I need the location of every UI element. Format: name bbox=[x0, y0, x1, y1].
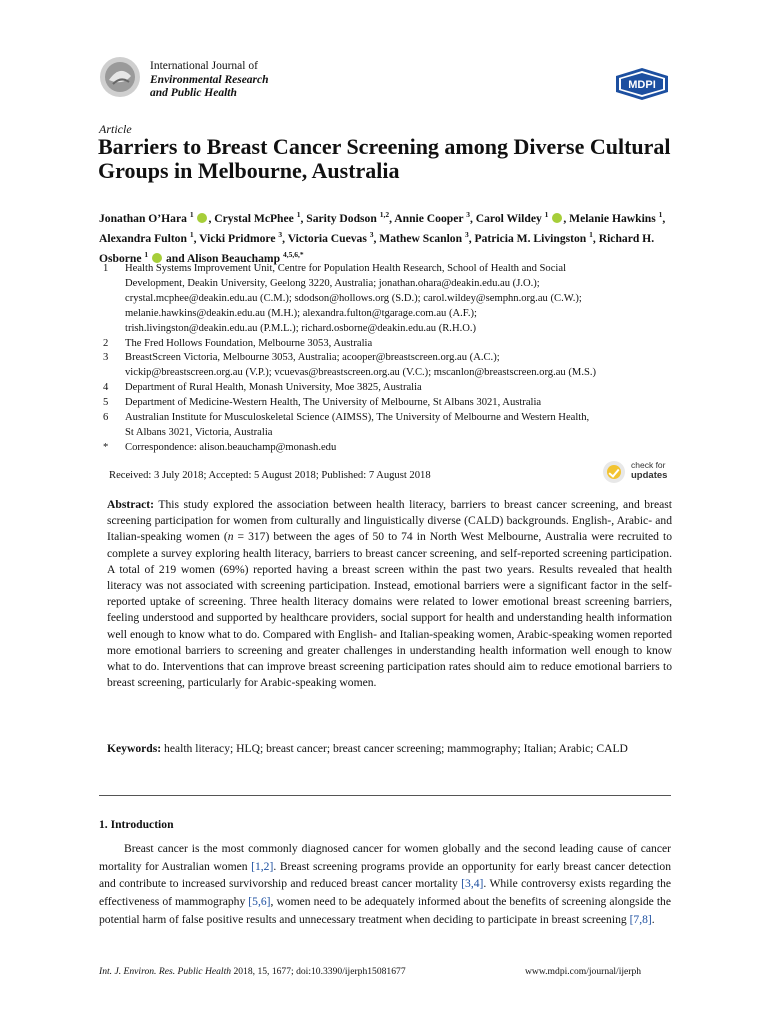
author-affiliation-sup: 3 bbox=[464, 229, 469, 239]
author-affiliation-sup: 3 bbox=[278, 229, 283, 239]
affiliation-line: Correspondence: alison.beauchamp@monash.edu bbox=[125, 441, 337, 453]
affiliation-number: * bbox=[103, 441, 109, 453]
author-separator: , bbox=[282, 231, 288, 245]
author-affiliation-sup: 1 bbox=[296, 210, 301, 219]
affiliation-text bbox=[125, 262, 679, 337]
affiliation-text bbox=[125, 337, 679, 352]
footer-citation bbox=[99, 966, 406, 977]
paper-title: Barriers to Breast Cancer Screening among Diverse Cultural Groups in Melbourne, Australia bbox=[98, 134, 671, 183]
affiliation-number: 1 bbox=[103, 263, 109, 274]
author-affiliation-sup: 1 bbox=[144, 249, 149, 259]
author-name: Melanie Hawkins bbox=[569, 211, 659, 225]
publication-dates: Received: 3 July 2018; Accepted: 5 August 2018; Published: 7 August 2018 bbox=[109, 470, 431, 481]
section-heading: 1. Introduction bbox=[99, 818, 174, 831]
author-name: Jonathan O’Hara bbox=[99, 211, 190, 225]
author-list bbox=[99, 207, 679, 267]
author-name: Victoria Cuevas bbox=[287, 231, 370, 245]
affiliation-text bbox=[125, 381, 679, 396]
journal-name-line2: Environmental Research bbox=[150, 73, 269, 86]
affiliation-line: Health Systems Improvement Unit, Centre for Population Health Research, School of Health and Social bbox=[125, 263, 567, 274]
affiliation-number: 6 bbox=[103, 412, 109, 424]
author-name: Sarity Dodson bbox=[306, 211, 380, 225]
author-affiliation-sup: 4,5,6,* bbox=[282, 249, 304, 259]
author-separator: , bbox=[389, 211, 395, 225]
author-separator: , bbox=[662, 211, 666, 225]
author-affiliation-sup: 1 bbox=[189, 210, 194, 219]
author-affiliation-sup: 1 bbox=[658, 210, 663, 219]
affiliation-text bbox=[125, 441, 679, 456]
author-affiliation-sup: 1 bbox=[189, 229, 194, 239]
affiliation-item bbox=[99, 396, 679, 411]
author-separator: , bbox=[193, 231, 200, 245]
citation-link[interactable]: [1,2] bbox=[251, 859, 274, 873]
author-name: Alison Beauchamp bbox=[186, 251, 283, 265]
citation-link[interactable]: [3,4] bbox=[461, 877, 484, 891]
author-affiliation-sup: 1 bbox=[589, 229, 593, 239]
author-separator: , bbox=[592, 231, 599, 245]
keywords bbox=[107, 741, 672, 757]
author-name: Patricia M. Livingston bbox=[474, 231, 590, 245]
affiliation-number: 5 bbox=[103, 397, 109, 409]
footer-journal: Int. J. Environ. Res. Public Health bbox=[99, 966, 232, 977]
affiliations bbox=[99, 262, 679, 456]
affiliation-item bbox=[99, 337, 679, 352]
affiliation-text bbox=[125, 396, 679, 411]
mdpi-logo-icon bbox=[613, 67, 671, 101]
affiliation-text bbox=[125, 351, 679, 381]
author-separator: , bbox=[300, 211, 307, 225]
keywords-text: health literacy; HLQ; breast cancer; breast cancer screening; mammography; Italian; Arabic; CALD bbox=[164, 742, 628, 755]
affiliation-item bbox=[99, 351, 679, 381]
journal-name-line1: International Journal of bbox=[150, 60, 258, 72]
journal-name-line3: and Public Health bbox=[150, 87, 237, 99]
affiliation-number: 3 bbox=[103, 352, 109, 364]
author-affiliation-sup: 3 bbox=[466, 210, 470, 219]
check-updates-line2: updates bbox=[631, 470, 668, 481]
author-name: Carol Wildey bbox=[475, 211, 545, 225]
author-name: Mathew Scanlon bbox=[379, 231, 465, 245]
affiliation-line: melanie.hawkins@deakin.edu.au (M.H.); alexandra.fulton@tgarage.com.au (A.F.); bbox=[125, 307, 477, 319]
affiliation-number: 4 bbox=[103, 382, 109, 394]
affiliation-line: Department of Rural Health, Monash University, Moe 3825, Australia bbox=[125, 382, 422, 394]
keywords-label: Keywords: bbox=[107, 742, 162, 755]
author-separator: , bbox=[373, 231, 380, 245]
article-type: Article bbox=[99, 122, 132, 136]
orcid-icon[interactable] bbox=[552, 213, 562, 223]
affiliation-item bbox=[99, 411, 679, 441]
check-updates-icon bbox=[603, 461, 625, 483]
author-separator: , bbox=[563, 211, 570, 225]
affiliation-line: St Albans 3021, Victoria, Australia bbox=[125, 426, 273, 438]
abstract bbox=[107, 497, 672, 691]
affiliation-line: Development, Deakin University, Geelong 3220, Australia; jonathan.ohara@deakin.edu.au (J.O.); bbox=[125, 277, 540, 289]
affiliation-line: Australian Institute for Musculoskeletal Science (AIMSS), The University of Melbourne and Western Health, bbox=[125, 412, 590, 424]
footer-doi: 2018, 15, 1677; doi:10.3390/ijerph15081677 bbox=[231, 966, 406, 977]
affiliation-line: trish.livingston@deakin.edu.au (P.M.L.); richard.osborne@deakin.edu.au (R.H.O.) bbox=[125, 322, 477, 334]
author-separator: , bbox=[468, 231, 475, 245]
affiliation-text bbox=[125, 411, 679, 441]
affiliation-line: The Fred Hollows Foundation, Melbourne 3053, Australia bbox=[125, 337, 373, 349]
check-updates-line1: check for bbox=[631, 460, 666, 470]
author-name: Richard H. Osborne bbox=[99, 231, 655, 265]
journal-logo-icon bbox=[99, 56, 141, 98]
author-name: Annie Cooper bbox=[394, 211, 467, 225]
author-separator: and bbox=[163, 251, 187, 265]
intro-text-4: , women need to be adequately informed about the benefits of screening alongside the potential harm of false positive results and unnecessary treatment when deciding to participate in breast screening bbox=[99, 895, 671, 926]
author-name: Vicki Pridmore bbox=[199, 231, 279, 245]
intro-text-3: . While controversy exists regarding the effectiveness of mammography bbox=[99, 877, 672, 909]
abstract-text: This study explored the association between health literacy, barriers to breast cancer screening, and breast screening participation for women from culturally and linguistically diverse (CALD) backgrounds. English-, Arabic- and Italian-speaking women (n = 317) between the ages of 50 to 74 in North West Melbourne, Australia were recruited to complete a survey exploring health literacy, barriers to breast cancer screening, and self-reported screening participation. A total of 219 women (69%) reported having a breast screen within the past two years. Results revealed that health literacy was not associated with screening participation. Instead, emotional barriers were a significant factor in the self-reported uptake of screening. Three health literacy domains were related to lower emotional breast screening barriers, feeling understood and supported by healthcare providers, social support for health and understanding health information well enough to know what to do. Compared with English- and Italian-speaking women, Arabic-speaking women reported more emotional barriers to screening and greater challenges in understanding health information well enough to know what to do. Interventions that can improve breast screening participation rates should aim to reduce emotional barriers to breast screening, particularly for Arabic-speaking women. bbox=[107, 498, 672, 690]
section-divider bbox=[99, 795, 671, 796]
intro-text-2: . Breast screening programs provide an opportunity for early breast cancer detection and contribute to increased survivorship and reduced breast cancer mortality bbox=[99, 859, 671, 891]
abstract-label: Abstract: bbox=[107, 498, 155, 511]
affiliation-number: 2 bbox=[103, 337, 109, 349]
intro-text-1: Breast cancer is the most commonly diagnosed cancer for women globally and the second leading cause of cancer mortality for Australian women bbox=[99, 842, 671, 873]
mdpi-logo-text: MDPI bbox=[628, 79, 656, 91]
affiliation-line: crystal.mcphee@deakin.edu.au (C.M.); sdodson@hollows.org (S.D.); carol.wildey@semphn.org.au (C.W.); bbox=[125, 292, 582, 304]
footer-url[interactable]: www.mdpi.com/journal/ijerph bbox=[525, 966, 642, 977]
affiliation-line: Department of Medicine-Western Health, The University of Melbourne, St Albans 3021, Australia bbox=[125, 397, 542, 409]
orcid-icon[interactable] bbox=[197, 213, 207, 223]
author-affiliation-sup: 1,2 bbox=[379, 210, 390, 219]
author-affiliation-sup: 3 bbox=[369, 229, 374, 239]
author-separator: , bbox=[469, 211, 476, 225]
author-separator: , bbox=[208, 211, 215, 225]
author-affiliation-sup: 1 bbox=[544, 210, 549, 219]
citation-link[interactable]: [7,8] bbox=[629, 912, 652, 926]
intro-text-5: . bbox=[651, 912, 655, 926]
author-name: Crystal McPhee bbox=[214, 211, 297, 225]
affiliation-item bbox=[99, 441, 679, 456]
affiliation-line: BreastScreen Victoria, Melbourne 3053, Australia; acooper@breastscreen.org.au (A.C.); bbox=[125, 352, 500, 364]
check-for-updates-badge[interactable] bbox=[603, 459, 675, 485]
journal-name bbox=[150, 60, 269, 101]
affiliation-line: vickip@breastscreen.org.au (V.P.); vcuevas@breastscreen.org.au (V.C.); mscanlon@breastscreen.org.au (M.S.) bbox=[125, 367, 597, 379]
author-name: Alexandra Fulton bbox=[99, 231, 190, 245]
affiliation-item bbox=[99, 262, 679, 337]
intro-paragraph bbox=[99, 840, 671, 929]
citation-link[interactable]: [5,6] bbox=[248, 895, 271, 909]
affiliation-item bbox=[99, 381, 679, 396]
